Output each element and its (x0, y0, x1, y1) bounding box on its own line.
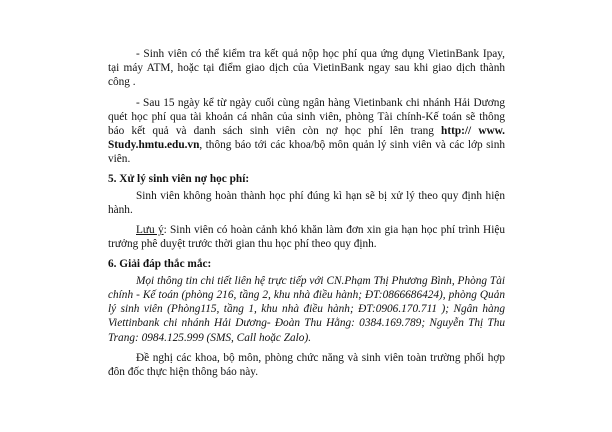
paragraph-payment-check: - Sinh viên có thể kiểm tra kết quả nộp học phí qua ứng dụng VietinBank Ipay, tại máy ATM, hoặc tại điểm giao dịch của VietinBank ngay sau khi giao dịch thành công . (108, 48, 505, 89)
paragraph-penalty: Sinh viên không hoàn thành học phí đúng kì hạn sẽ bị xử lý theo quy định hiện hành. (108, 189, 505, 217)
paragraph-note (108, 223, 505, 251)
section-5-heading: 5. Xử lý sinh viên nợ học phí: (108, 172, 250, 185)
paragraph-debt-list (108, 96, 505, 167)
note-text: : Sinh viên có hoàn cảnh khó khăn làm đơn xin gia hạn học phí trình Hiệu trưởng phê duyệt trước thời gian thu học phí theo quy định. (108, 224, 505, 251)
study-portal-link[interactable]: http:// www. Study.hmtu.edu.vn (108, 125, 505, 152)
paragraph-debt-list-text: - Sau 15 ngày kể từ ngày cuối cùng ngân hàng Vietinbank chi nhánh Hải Dương quét học phí qua tài khoản cá nhân của sinh viên, phòng Tài chính-Kế toán sẽ thông báo kết quả và danh sách sinh viên còn nợ học phí lên trang (108, 96, 505, 138)
note-label: Lưu ý (136, 224, 164, 237)
paragraph-request: Đề nghị các khoa, bộ môn, phòng chức năng và sinh viên toàn trường phối hợp đôn đốc thực hiện thông báo này. (108, 351, 505, 379)
paragraph-contact-info: Mọi thông tin chi tiết liên hệ trực tiếp với CN.Phạm Thị Phương Bình, Phòng Tài chính - Kế toán (phòng 216, tầng 2, khu nhà điều hành; ĐT:0866686424), phòng Quản lý sinh viên (Phòng115, tầng 1, khu nhà điều hành; ĐT:0906.170.711 ); Ngân hàng Viettinbank chi nhánh Hải Dương- Đoàn Thu Hằng: 0384.169.789; Nguyễn Thị Thu Trang: 0984.125.999 (SMS, Call hoặc Zalo). (108, 274, 505, 344)
paragraph-debt-list-tail: , thông báo tới các khoa/bộ môn quản lý sinh viên và các lớp sinh viên. (108, 139, 505, 166)
section-6-heading: 6. Giải đáp thắc mắc: (108, 257, 212, 270)
document-body (108, 47, 505, 379)
